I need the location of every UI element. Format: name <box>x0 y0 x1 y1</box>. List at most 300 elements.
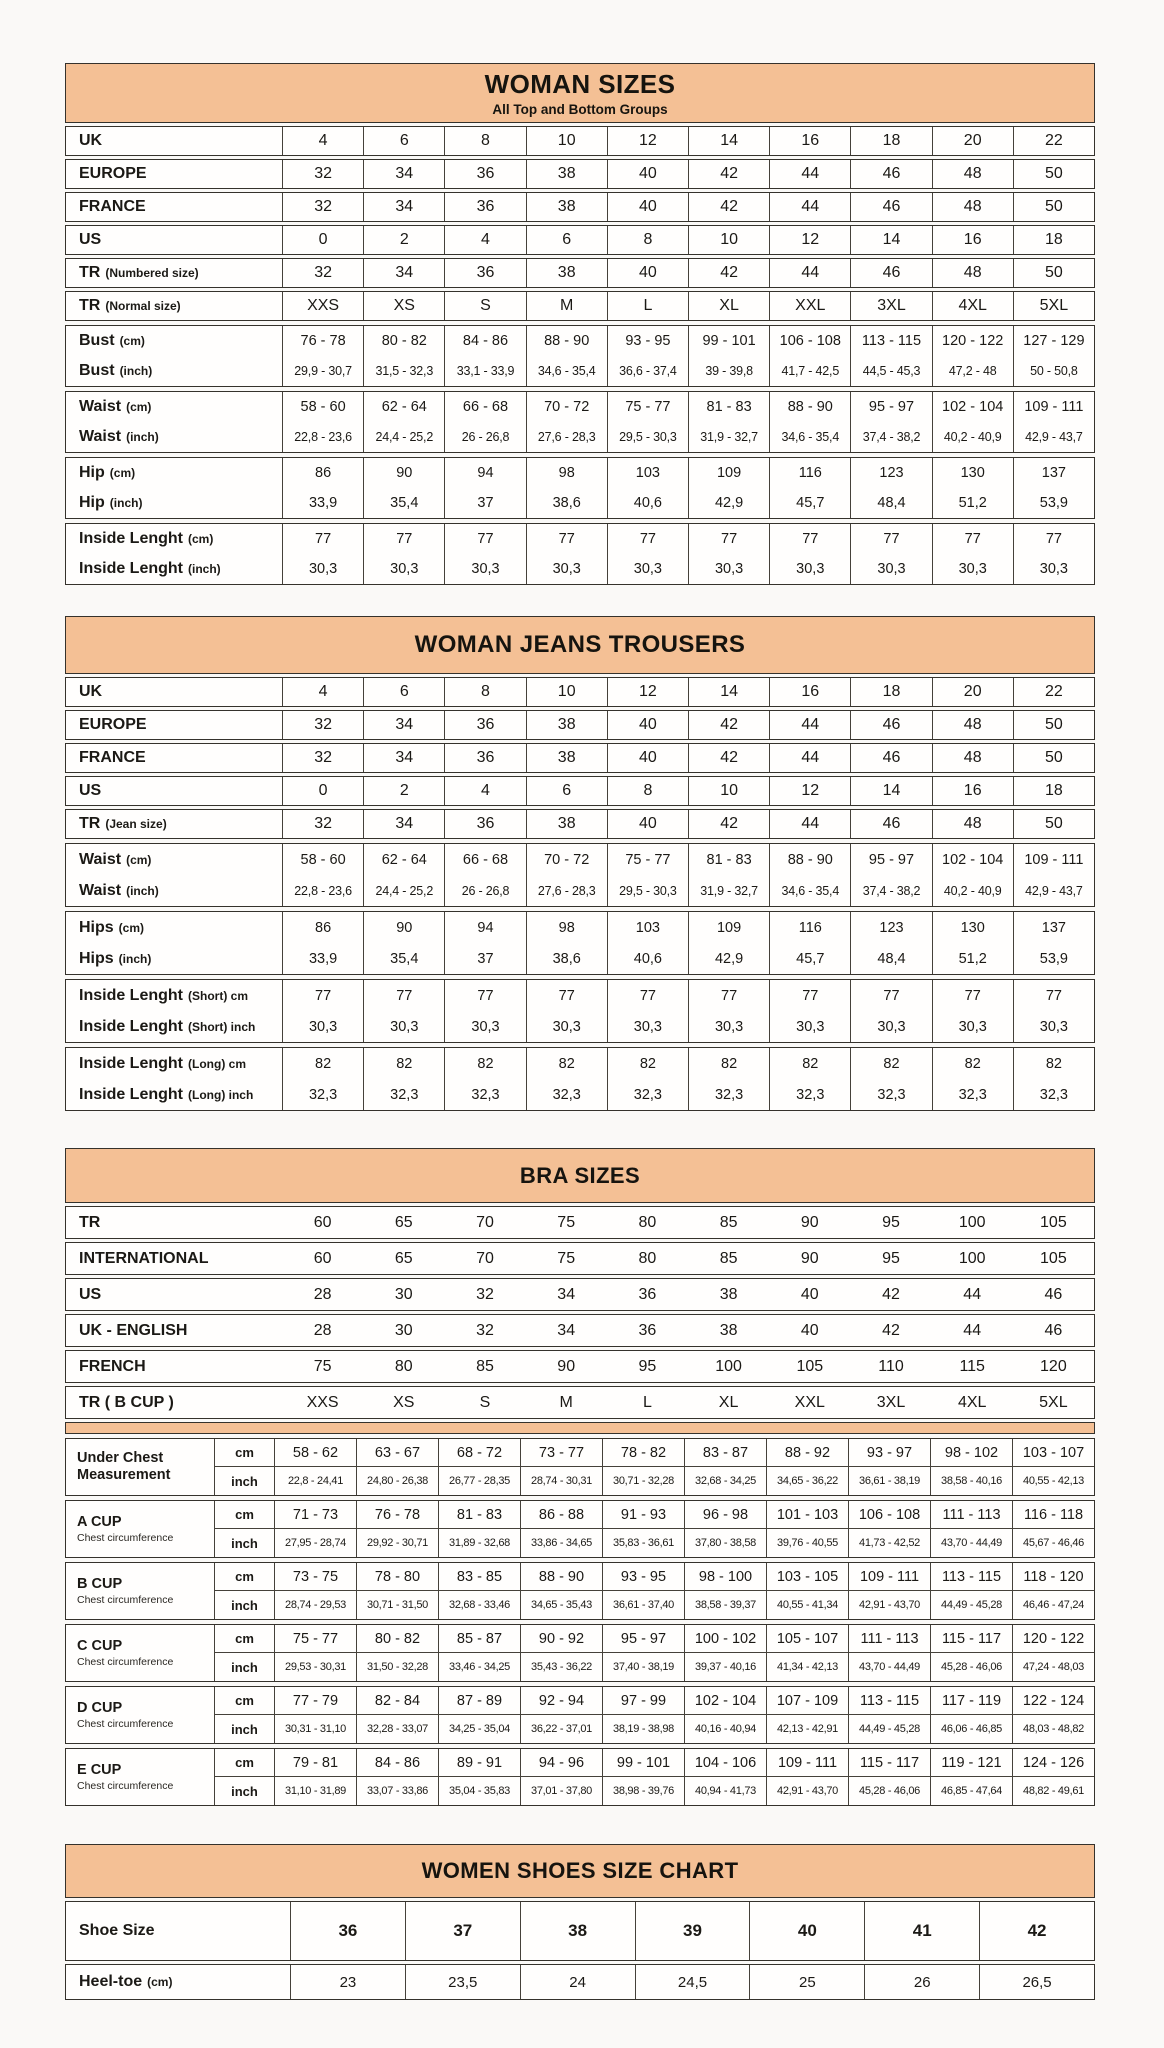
row-label-text: TR <box>79 264 101 281</box>
size-value-cell: 35,04 - 35,83 <box>438 1777 520 1805</box>
size-value-cell: 22,8 - 23,6 <box>282 422 363 452</box>
size-value-cell: 77 <box>769 524 850 554</box>
size-value-cell: 101 - 103 <box>766 1501 848 1529</box>
size-value-cell: 93 - 95 <box>607 326 688 356</box>
cup-group <box>65 1686 1095 1744</box>
size-value-cell: 36 <box>638 1285 657 1303</box>
cup-label <box>66 1563 214 1619</box>
row-label <box>66 1279 282 1310</box>
size-row <box>65 776 1095 806</box>
row-label-text: Bust <box>79 332 115 349</box>
size-value-cell: 40 <box>607 810 688 838</box>
woman-jeans-table <box>65 616 1095 1111</box>
unit-cell: cm <box>214 1625 274 1653</box>
size-value-cell: 42,9 <box>688 488 769 518</box>
size-value-cell: 77 <box>526 524 607 554</box>
size-value-cell: 42,9 - 43,7 <box>1013 875 1094 906</box>
size-value-cell: 77 <box>932 524 1013 554</box>
row-label-text: Bust <box>79 362 115 379</box>
size-value-cell: 8 <box>444 127 525 155</box>
size-value-cell: 27,6 - 28,3 <box>526 875 607 906</box>
row-label <box>66 844 282 875</box>
size-value-cell: 115 - 117 <box>930 1625 1012 1653</box>
size-value-cell: 30,3 <box>363 1011 444 1042</box>
size-value-cell: 116 <box>769 458 850 488</box>
cup-sublabel: Chest circumference <box>77 1718 174 1731</box>
size-value-cell: 36 <box>638 1321 657 1339</box>
unit-cell: inch <box>214 1653 274 1681</box>
size-value-cell: 30 <box>394 1285 413 1303</box>
size-value-cell: 30,3 <box>1013 1011 1094 1042</box>
size-value-cell: 32,3 <box>363 1079 444 1110</box>
size-value-cell: 48 <box>932 744 1013 772</box>
row-label-small: (Short) cm <box>188 988 248 1003</box>
row-label-small: (inch) <box>126 430 159 444</box>
size-value-cell: 42 <box>688 744 769 772</box>
size-value-cell: 95 <box>882 1249 900 1267</box>
row-label-small: (inch) <box>109 496 143 510</box>
size-value-cell: 36 <box>290 1902 405 1960</box>
size-value-cell: 34,65 - 36,22 <box>766 1467 848 1495</box>
size-value-cell: 51,2 <box>932 488 1013 518</box>
size-value-cell: 37,4 - 38,2 <box>850 422 931 452</box>
size-value-cell: 71 - 73 <box>274 1501 356 1529</box>
size-value-cell: 30,71 - 32,28 <box>602 1467 684 1495</box>
size-value-cell: 77 <box>850 524 931 554</box>
row-label-text: INTERNATIONAL <box>79 1249 209 1267</box>
size-value-cell: 42 <box>688 259 769 287</box>
size-value-cell: 102 - 104 <box>932 392 1013 422</box>
row-label <box>66 356 282 386</box>
size-value-cell: 22,8 - 23,6 <box>282 875 363 906</box>
size-value-cell: 100 <box>715 1357 742 1375</box>
size-value-cell: 6 <box>526 226 607 254</box>
unit-cell: cm <box>214 1501 274 1529</box>
size-row-pair <box>65 911 1095 975</box>
size-value-cell: 29,53 - 30,31 <box>274 1653 356 1681</box>
size-value-cell: 96 - 98 <box>684 1501 766 1529</box>
size-value-cell: 28,74 - 29,53 <box>274 1591 356 1619</box>
size-value-cell: 94 <box>444 458 525 488</box>
size-value-cell: 109 <box>688 458 769 488</box>
size-value-cell: 120 <box>1040 1357 1067 1375</box>
size-value-cell: 42 <box>688 711 769 739</box>
size-value-cell: 34,6 - 35,4 <box>526 356 607 386</box>
size-value-cell: 32,3 <box>1013 1079 1094 1110</box>
bra-sizes-header-band <box>65 1148 1095 1203</box>
size-value-cell: 86 <box>282 458 363 488</box>
size-value-cell: 85 <box>719 1249 738 1267</box>
row-label <box>66 1011 282 1042</box>
shoe-size-row <box>65 1964 1095 2000</box>
size-value-cell: 123 <box>850 912 931 943</box>
size-value-cell: 107 - 109 <box>766 1687 848 1715</box>
size-value-cell: 0 <box>282 777 363 805</box>
size-value-cell: 90 <box>363 458 444 488</box>
bra-size-row <box>65 1278 1095 1311</box>
size-value-cell: 37,4 - 38,2 <box>850 875 931 906</box>
row-label-text: Hip <box>79 494 105 511</box>
size-value-cell: 37 <box>444 943 525 974</box>
size-value-cell: 37,40 - 38,19 <box>602 1653 684 1681</box>
row-label-small: (cm) <box>119 334 145 348</box>
row-label-text: Waist <box>79 881 122 899</box>
size-value-cell: 40 <box>749 1902 864 1960</box>
size-value-cell: 31,9 - 32,7 <box>688 875 769 906</box>
size-value-cell: 66 - 68 <box>444 392 525 422</box>
size-row <box>65 743 1095 773</box>
size-value-cell: 30,3 <box>363 554 444 584</box>
row-label-text: FRENCH <box>79 1357 146 1375</box>
cup-group <box>65 1562 1095 1620</box>
cup-sublabel: Chest circumference <box>77 1532 174 1545</box>
size-value-cell: 75 <box>313 1357 332 1375</box>
size-value-cell: 46 <box>850 744 931 772</box>
row-label-text: Waist <box>79 398 122 415</box>
size-value-cell: 75 - 77 <box>607 844 688 875</box>
size-value-cell: 44 <box>963 1285 982 1303</box>
size-value-cell: 44 <box>769 160 850 188</box>
row-label <box>66 711 282 739</box>
row-label-text: US <box>79 231 102 248</box>
size-value-cell: 25 <box>749 1965 864 1999</box>
row-label-small: (inch) <box>119 364 153 378</box>
size-value-cell: 10 <box>688 777 769 805</box>
size-value-cell: 30,3 <box>282 554 363 584</box>
cup-sublabel: Chest circumference <box>77 1780 174 1793</box>
size-value-cell: 105 <box>1040 1213 1067 1231</box>
size-value-cell: 39,37 - 40,16 <box>684 1653 766 1681</box>
size-value-cell: 32 <box>476 1285 494 1303</box>
women-shoes-header-band <box>65 1844 1095 1898</box>
row-label <box>66 554 282 584</box>
size-value-cell: 82 - 84 <box>356 1687 438 1715</box>
size-value-cell: 38 <box>520 1902 635 1960</box>
unit-cell: inch <box>214 1467 274 1495</box>
row-label-small: (inch) <box>118 951 152 966</box>
size-value-cell: 34 <box>363 711 444 739</box>
row-label <box>66 875 282 906</box>
size-value-cell: 30,3 <box>769 554 850 584</box>
size-value-cell: 77 <box>688 980 769 1011</box>
size-value-cell: 77 <box>363 524 444 554</box>
size-value-cell: 46 <box>1044 1321 1063 1339</box>
size-value-cell: 50 - 50,8 <box>1013 356 1094 386</box>
size-value-cell: 83 - 85 <box>438 1563 520 1591</box>
size-value-cell: 35,83 - 36,61 <box>602 1529 684 1557</box>
row-label-text: Waist <box>79 428 122 445</box>
size-value-cell: 115 <box>959 1357 985 1375</box>
row-label-small: (inch) <box>188 562 221 576</box>
size-value-cell: 16 <box>932 777 1013 805</box>
row-label-text: Waist <box>79 850 122 868</box>
cup-label <box>66 1749 214 1805</box>
size-value-cell: 50 <box>1013 160 1094 188</box>
row-label <box>66 524 282 554</box>
size-value-cell: 45,28 - 46,06 <box>848 1777 930 1805</box>
size-value-cell: 46 <box>1044 1285 1063 1303</box>
size-value-cell: 106 - 108 <box>769 326 850 356</box>
size-value-cell: XS <box>393 1393 415 1411</box>
size-value-cell: 32,3 <box>607 1079 688 1110</box>
size-value-cell: 4 <box>444 226 525 254</box>
size-value-cell: 82 <box>607 1048 688 1079</box>
size-value-cell: 53,9 <box>1013 943 1094 974</box>
row-label <box>66 326 282 356</box>
size-value-cell: 36,61 - 37,40 <box>602 1591 684 1619</box>
cup-sublabel: Chest circumference <box>77 1594 174 1607</box>
size-value-cell: 10 <box>526 127 607 155</box>
size-value-cell: 40,2 - 40,9 <box>932 875 1013 906</box>
row-label <box>66 422 282 452</box>
size-value-cell: 32 <box>282 810 363 838</box>
size-value-cell: 116 <box>769 912 850 943</box>
size-value-cell: 120 - 122 <box>1012 1625 1094 1653</box>
size-row-pair <box>65 843 1095 907</box>
size-value-cell: 88 - 90 <box>769 392 850 422</box>
row-label-text: EUROPE <box>79 716 147 733</box>
size-value-cell: 30,3 <box>932 554 1013 584</box>
size-value-cell: 77 <box>1013 980 1094 1011</box>
size-value-cell: 40 <box>800 1321 819 1339</box>
row-label-text: FRANCE <box>79 749 146 766</box>
size-value-cell: 30,3 <box>769 1011 850 1042</box>
bra-sizes-title: BRA SIZES <box>519 1162 641 1188</box>
size-value-cell: 45,28 - 46,06 <box>930 1653 1012 1681</box>
size-value-cell: 48,4 <box>850 943 931 974</box>
size-value-cell: 42,9 <box>688 943 769 974</box>
size-value-cell: 82 <box>526 1048 607 1079</box>
cup-label-text: B CUP <box>77 1575 123 1592</box>
size-value-cell: 95 - 97 <box>602 1625 684 1653</box>
size-value-cell: 99 - 101 <box>602 1749 684 1777</box>
size-value-cell: 103 - 105 <box>766 1563 848 1591</box>
size-value-cell: 37,01 - 37,80 <box>520 1777 602 1805</box>
size-value-cell: 63 - 67 <box>356 1439 438 1467</box>
size-value-cell: 27,95 - 28,74 <box>274 1529 356 1557</box>
row-label-small: (inch) <box>126 883 159 898</box>
size-value-cell: 27,6 - 28,3 <box>526 422 607 452</box>
size-value-cell: 30,3 <box>688 554 769 584</box>
size-value-cell: 34,6 - 35,4 <box>769 422 850 452</box>
row-label <box>66 458 282 488</box>
row-label <box>66 292 282 320</box>
size-value-cell: 77 <box>932 980 1013 1011</box>
size-value-cell: 36,6 - 37,4 <box>607 356 688 386</box>
size-value-cell: XXS <box>282 292 363 320</box>
size-value-cell: 70 - 72 <box>526 844 607 875</box>
size-value-cell: 32,3 <box>932 1079 1013 1110</box>
size-value-cell: 77 <box>526 980 607 1011</box>
woman-sizes-header-band <box>65 63 1095 123</box>
size-value-cell: 95 <box>882 1213 900 1231</box>
size-value-cell: 23 <box>290 1965 405 1999</box>
woman-jeans-header-band <box>65 616 1095 674</box>
size-value-cell: 65 <box>394 1213 413 1231</box>
size-value-cell: 5XL <box>1013 292 1094 320</box>
size-value-cell: 0 <box>282 226 363 254</box>
size-row-pair <box>65 325 1095 387</box>
row-label <box>66 1048 282 1079</box>
row-label <box>66 980 282 1011</box>
woman-sizes-subtitle: All Top and Bottom Groups <box>492 102 668 117</box>
size-value-cell: 24,5 <box>635 1965 750 1999</box>
row-label <box>66 1351 282 1382</box>
size-value-cell: 40,55 - 42,13 <box>1012 1467 1094 1495</box>
size-value-cell: 42 <box>688 810 769 838</box>
size-value-cell: 46 <box>850 259 931 287</box>
size-row <box>65 677 1095 707</box>
size-row <box>65 809 1095 839</box>
bra-size-row <box>65 1242 1095 1275</box>
row-label-small: (cm) <box>188 532 214 546</box>
size-value-cell: 122 - 124 <box>1012 1687 1094 1715</box>
size-value-cell: 45,7 <box>769 488 850 518</box>
size-value-cell: 32,68 - 34,25 <box>684 1467 766 1495</box>
size-value-cell: 30,3 <box>1013 554 1094 584</box>
size-value-cell: 88 - 90 <box>769 844 850 875</box>
size-value-cell: 41,73 - 42,52 <box>848 1529 930 1557</box>
size-value-cell: 46 <box>850 160 931 188</box>
size-value-cell: 33,46 - 34,25 <box>438 1653 520 1681</box>
size-value-cell: 53,9 <box>1013 488 1094 518</box>
size-value-cell: 50 <box>1013 810 1094 838</box>
size-value-cell: 30,3 <box>526 554 607 584</box>
row-label <box>66 1207 282 1238</box>
size-value-cell: 44 <box>769 744 850 772</box>
size-row <box>65 710 1095 740</box>
size-value-cell: 106 - 108 <box>848 1501 930 1529</box>
bra-size-row <box>65 1386 1095 1419</box>
size-value-cell: 99 - 101 <box>688 326 769 356</box>
size-value-cell: 82 <box>282 1048 363 1079</box>
size-value-cell: 48 <box>932 160 1013 188</box>
size-value-cell: 48 <box>932 810 1013 838</box>
size-value-cell: 40,94 - 41,73 <box>684 1777 766 1805</box>
size-value-cell: 4 <box>444 777 525 805</box>
size-value-cell: 29,9 - 30,7 <box>282 356 363 386</box>
size-value-cell: 82 <box>363 1048 444 1079</box>
size-value-cell: 82 <box>688 1048 769 1079</box>
size-row <box>65 159 1095 189</box>
size-value-cell: 2 <box>363 777 444 805</box>
size-value-cell: 30,3 <box>526 1011 607 1042</box>
size-value-cell: 137 <box>1013 458 1094 488</box>
row-label-small: (Short) inch <box>188 1019 256 1034</box>
row-label <box>66 744 282 772</box>
size-value-cell: 34 <box>363 160 444 188</box>
size-value-cell: 26,5 <box>979 1965 1094 1999</box>
size-value-cell: 68 - 72 <box>438 1439 520 1467</box>
size-value-cell: 36,22 - 37,01 <box>520 1715 602 1743</box>
size-value-cell: 44,49 - 45,28 <box>930 1591 1012 1619</box>
size-value-cell: 90 <box>800 1213 819 1231</box>
woman-sizes-table <box>65 63 1095 585</box>
size-value-cell: 105 - 107 <box>766 1625 848 1653</box>
size-value-cell: 77 <box>282 524 363 554</box>
size-row <box>65 126 1095 156</box>
size-value-cell: 38 <box>526 259 607 287</box>
size-value-cell: 77 <box>769 980 850 1011</box>
size-value-cell: 47,24 - 48,03 <box>1012 1653 1094 1681</box>
size-value-cell: 76 - 78 <box>282 326 363 356</box>
size-value-cell: 75 <box>557 1213 576 1231</box>
cup-label-text: D CUP <box>77 1699 123 1716</box>
size-value-cell: 29,92 - 30,71 <box>356 1529 438 1557</box>
size-value-cell: 48 <box>932 193 1013 221</box>
size-value-cell: 98 <box>526 912 607 943</box>
size-value-cell: 40,55 - 41,34 <box>766 1591 848 1619</box>
size-value-cell: 38,98 - 39,76 <box>602 1777 684 1805</box>
size-value-cell: 42,91 - 43,70 <box>766 1777 848 1805</box>
row-label <box>66 127 282 155</box>
size-value-cell: 85 - 87 <box>438 1625 520 1653</box>
size-value-cell: 42 <box>882 1321 900 1339</box>
size-value-cell: 32 <box>282 744 363 772</box>
size-value-cell: 37 <box>405 1902 520 1960</box>
size-value-cell: 38 <box>526 810 607 838</box>
size-value-cell: 77 <box>444 524 525 554</box>
size-value-cell: 32 <box>282 193 363 221</box>
size-value-cell: 97 - 99 <box>602 1687 684 1715</box>
size-value-cell: 105 <box>796 1357 824 1375</box>
row-label-text: FRANCE <box>79 198 146 215</box>
row-label-text: TR <box>79 297 101 314</box>
size-value-cell: 65 <box>394 1249 413 1267</box>
size-value-cell: 45,67 - 46,46 <box>1012 1529 1094 1557</box>
size-value-cell: 46,85 - 47,64 <box>930 1777 1012 1805</box>
size-value-cell: 34,25 - 35,04 <box>438 1715 520 1743</box>
size-value-cell: 35,4 <box>363 488 444 518</box>
size-value-cell: 38 <box>719 1285 738 1303</box>
separator-band <box>65 1422 1095 1434</box>
size-value-cell: 10 <box>526 678 607 706</box>
size-value-cell: 24,80 - 26,38 <box>356 1467 438 1495</box>
row-label <box>66 777 282 805</box>
size-value-cell: 70 <box>476 1213 494 1231</box>
row-label <box>66 1243 282 1274</box>
size-row-pair <box>65 1047 1095 1111</box>
size-value-cell: 109 - 111 <box>766 1749 848 1777</box>
size-value-cell: 109 <box>688 912 769 943</box>
size-value-cell: 115 - 117 <box>848 1749 930 1777</box>
size-value-cell: 48 <box>932 711 1013 739</box>
size-value-cell: 34,6 - 35,4 <box>769 875 850 906</box>
size-value-cell: 32,3 <box>526 1079 607 1110</box>
size-value-cell: 41,7 - 42,5 <box>769 356 850 386</box>
size-value-cell: 50 <box>1013 259 1094 287</box>
unit-cell: inch <box>214 1529 274 1557</box>
row-label-text: Heel-toe <box>79 1973 143 1990</box>
size-value-cell: 117 - 119 <box>930 1687 1012 1715</box>
cup-label-text: E CUP <box>77 1761 122 1778</box>
size-value-cell: 34 <box>363 744 444 772</box>
size-value-cell: 44 <box>769 711 850 739</box>
cup-label-text: Under Chest Measurement <box>77 1450 171 1483</box>
row-label-small: (Numbered size) <box>105 266 199 280</box>
size-value-cell: 26 <box>864 1965 979 1999</box>
size-value-cell: 18 <box>850 127 931 155</box>
size-value-cell: 77 <box>444 980 525 1011</box>
size-value-cell: 80 <box>394 1357 413 1375</box>
size-value-cell: 32 <box>476 1321 494 1339</box>
size-value-cell: 32,3 <box>444 1079 525 1110</box>
woman-jeans-title: WOMAN JEANS TROUSERS <box>414 631 746 658</box>
size-value-cell: 91 - 93 <box>602 1501 684 1529</box>
size-value-cell: 83 - 87 <box>684 1439 766 1467</box>
size-value-cell: 30,3 <box>444 554 525 584</box>
size-value-cell: 93 - 97 <box>848 1439 930 1467</box>
